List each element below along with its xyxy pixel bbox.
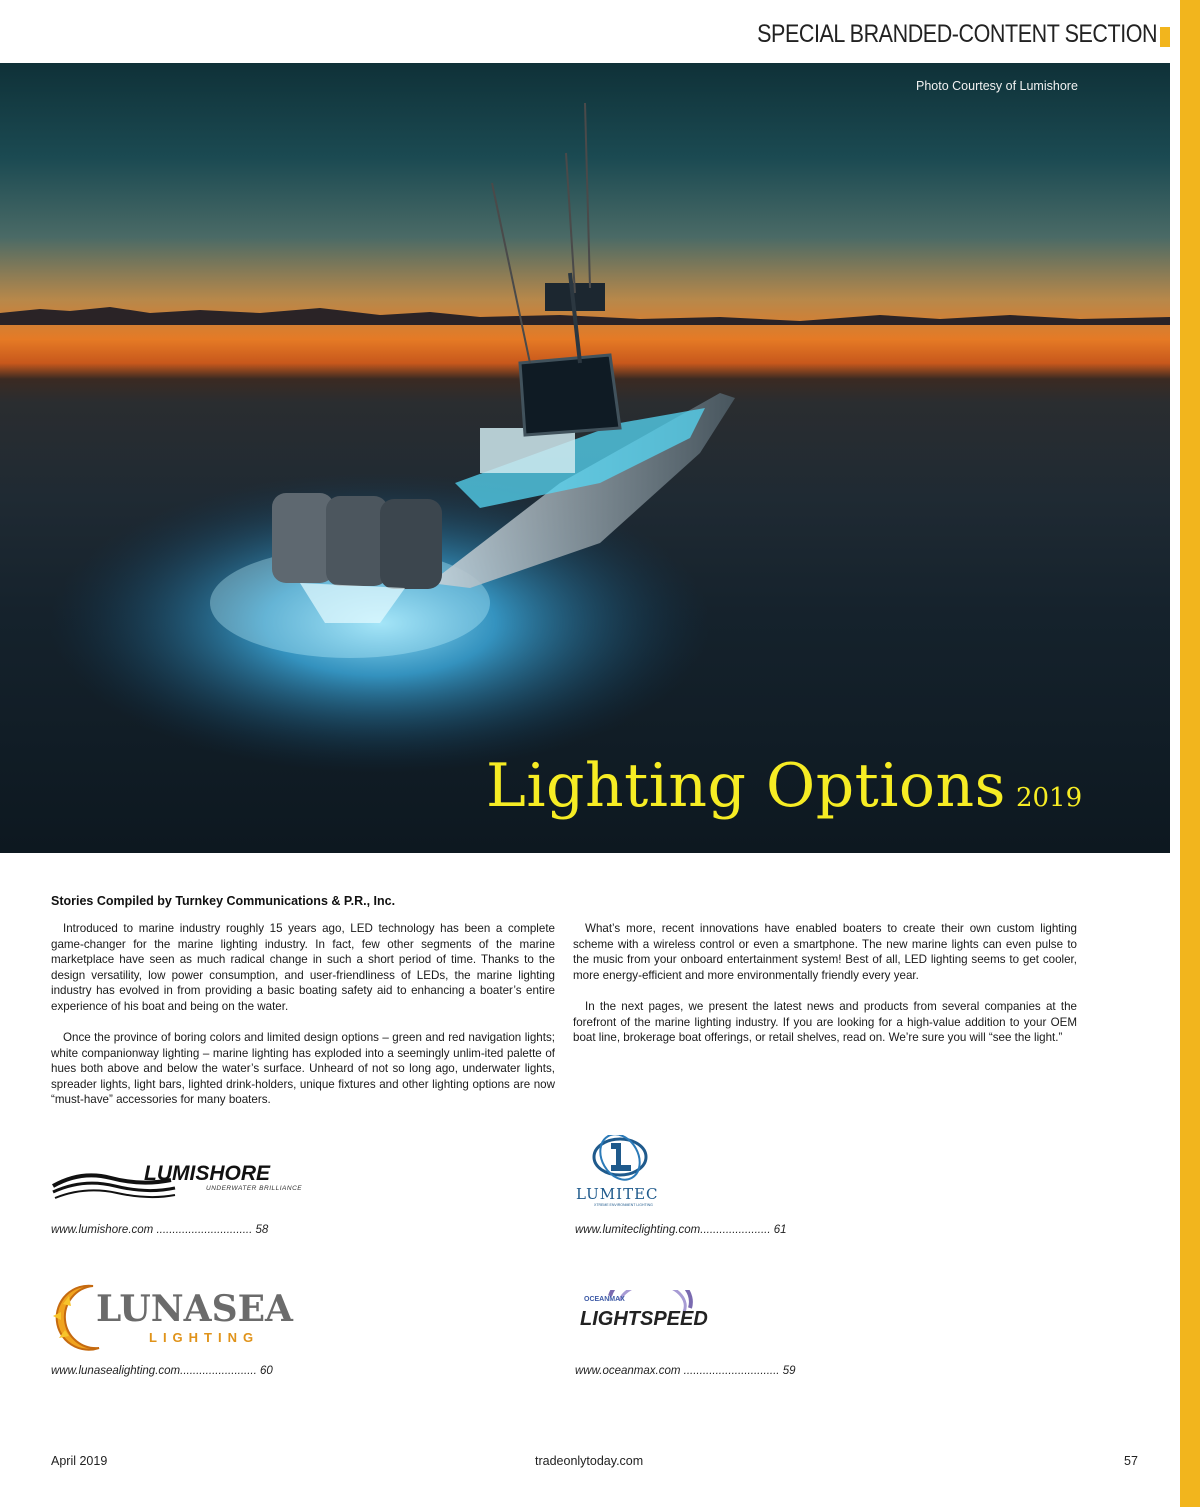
lunasea-logo-tagline: LIGHTING xyxy=(149,1330,260,1345)
lunasea-logo-text: LUNASEA xyxy=(96,1288,293,1330)
header-accent-tab xyxy=(1160,27,1170,47)
lightspeed-logo-text: LIGHTSPEED xyxy=(580,1308,708,1330)
hero-title-main: Lighting Options xyxy=(486,751,1006,821)
lumitec-logo-tagline: XTREME ENVIRONMENT LIGHTING xyxy=(594,1203,653,1207)
article-paragraph: What’s more, recent innovations have enabled boaters to create their own custom lighting scheme with a wireless control or even a smartphone. The new marine lights can even pulse to the music from your onboard entertainment system! Best of all, LED lighting seems to get cooler, more energy-efficient and more environmentally friendly every year. xyxy=(573,922,1077,982)
lunasea-logo xyxy=(51,1282,293,1354)
lumishore-logo xyxy=(51,1160,321,1202)
article-byline: Stories Compiled by Turnkey Communications & P.R., Inc. xyxy=(51,894,396,908)
lunasea-link[interactable]: www.lunasealighting.com........................ 60 xyxy=(51,1365,273,1377)
article-column-right xyxy=(573,921,1077,1062)
lumitec-logo-text: LUMITEC xyxy=(576,1185,659,1203)
lumishore-logo-tagline: UNDERWATER BRILLIANCE xyxy=(206,1185,303,1192)
section-header: SPECIAL BRANDED-CONTENT SECTION xyxy=(756,20,1157,48)
article-paragraph: Once the province of boring colors and limited design options – green and red navigation lights; white companionway lighting – marine lighting has exploded into a seemingly unlim-ited palette of hues both above and below the water’s surface. Unheard of not so long ago, underwater lights, spreader lights, light bars, lighted drink-holders, unique fixtures and other lighting options are now “must-have” accessories for many boaters. xyxy=(51,1031,555,1106)
article-paragraph: Introduced to marine industry roughly 15 years ago, LED technology has been a complete game-changer for the marine lighting industry. In fact, few other segments of the marine marketplace have seen as much radical change in such a short period of time. Thanks to the design versatility, low power consumption, and user-friendliness of LEDs, the marine lighting industry has evolved in from providing a basic boating safety aid to enhancing a boater’s entire experience of his boat and being on the water. xyxy=(51,922,555,1013)
article-column-left xyxy=(51,921,555,1124)
oceanmax-link[interactable]: www.oceanmax.com .............................. 59 xyxy=(575,1365,796,1377)
article-paragraph: In the next pages, we present the latest news and products from several companies at the forefront of the marine lighting industry. If you are looking for a high-value addition to your OEM boat line, brokerage boat offerings, or retail shelves, read on. We’re sure you will “see the light.” xyxy=(573,1000,1077,1044)
boat-scene-illustration xyxy=(0,63,1170,853)
hero-title-year: 2019 xyxy=(1015,783,1083,813)
lumitec-link[interactable]: www.lumiteclighting.com...................... 61 xyxy=(575,1224,787,1236)
hero-title xyxy=(486,751,1082,821)
footer-date: April 2019 xyxy=(51,1454,108,1468)
right-accent-bar xyxy=(1180,0,1200,1507)
photo-credit: Photo Courtesy of Lumishore xyxy=(916,79,1078,93)
footer-site[interactable]: tradeonlytoday.com xyxy=(535,1454,644,1468)
lightspeed-logo xyxy=(580,1290,720,1340)
page-number: 57 xyxy=(1124,1454,1138,1468)
lumishore-link[interactable]: www.lumishore.com .............................. 58 xyxy=(51,1224,269,1236)
hero-photo xyxy=(0,63,1170,853)
lumitec-logo xyxy=(576,1135,676,1210)
lightspeed-logo-tagline: OCEANMAX xyxy=(584,1296,625,1303)
lumishore-logo-text: LUMISHORE xyxy=(144,1162,270,1185)
